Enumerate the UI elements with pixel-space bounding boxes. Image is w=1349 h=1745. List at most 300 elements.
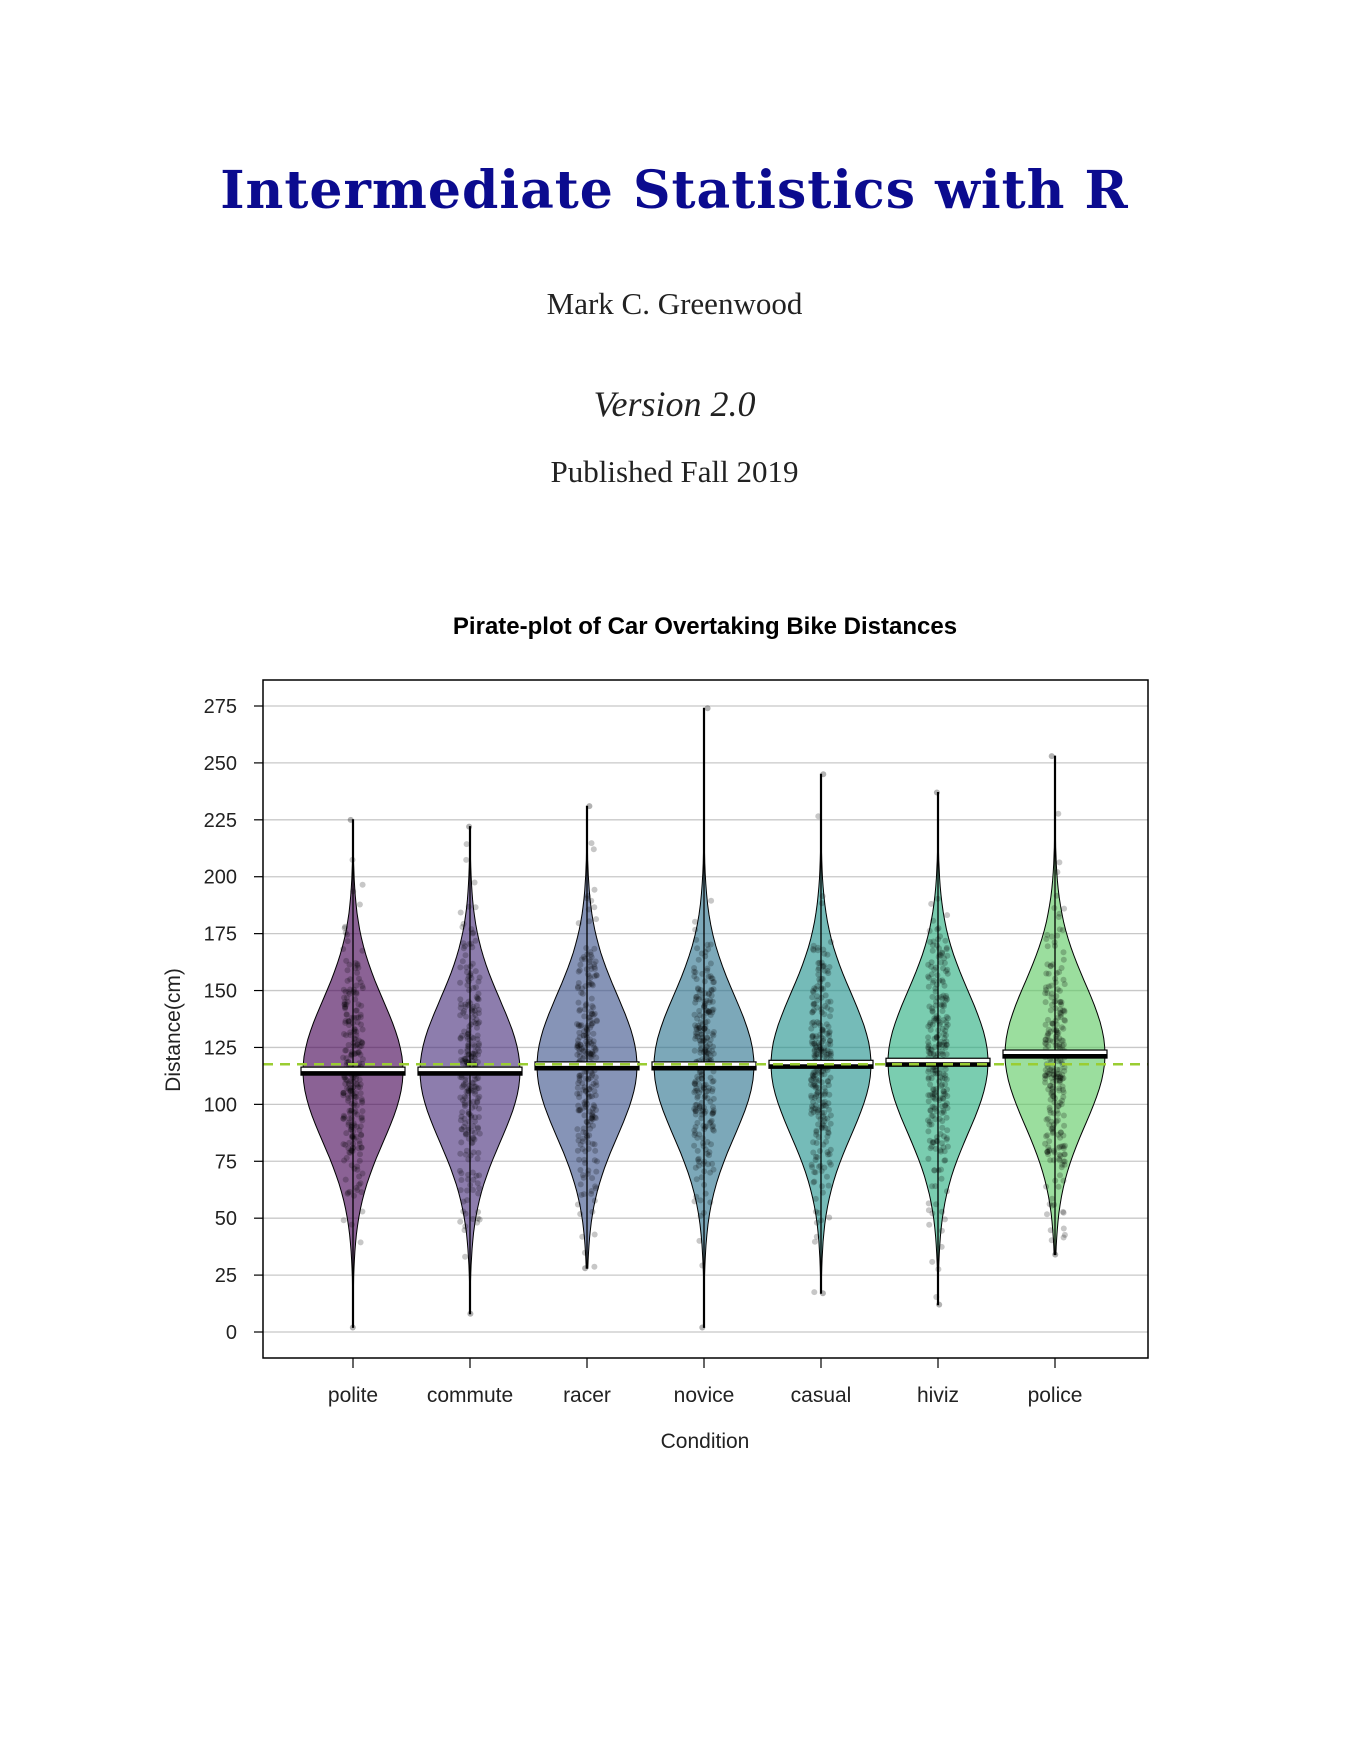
- data-point: [463, 952, 469, 958]
- y-tick-label: 150: [203, 980, 237, 1003]
- data-point: [587, 975, 593, 981]
- data-point: [931, 1167, 937, 1173]
- data-point: [694, 1031, 700, 1037]
- data-point: [818, 1217, 824, 1223]
- data-point: [356, 1174, 362, 1180]
- data-point: [1062, 1162, 1068, 1168]
- data-point: [576, 920, 582, 926]
- data-point: [1052, 943, 1058, 949]
- data-point: [457, 980, 463, 986]
- data-point: [475, 1156, 481, 1162]
- data-point: [590, 982, 596, 988]
- data-point: [702, 990, 708, 996]
- data-point: [929, 1259, 935, 1265]
- data-point: [591, 1081, 597, 1087]
- data-point: [589, 1011, 595, 1017]
- data-point: [352, 1050, 358, 1056]
- data-point: [706, 974, 712, 980]
- data-point: [1043, 999, 1049, 1005]
- data-point: [694, 1095, 700, 1101]
- data-point: [460, 958, 466, 964]
- data-point: [828, 1053, 834, 1059]
- data-point: [464, 1188, 470, 1194]
- data-point: [591, 946, 597, 952]
- data-point: [694, 1176, 700, 1182]
- data-point: [358, 1123, 364, 1129]
- data-point: [593, 1169, 599, 1175]
- data-point: [1060, 1084, 1066, 1090]
- data-point: [1045, 1151, 1051, 1157]
- data-point: [462, 1116, 468, 1122]
- data-point: [932, 1036, 938, 1042]
- data-point: [458, 910, 464, 916]
- data-point: [357, 1151, 363, 1157]
- data-point: [704, 968, 710, 974]
- data-point: [358, 1052, 364, 1058]
- x-tick-label: polite: [327, 1384, 379, 1407]
- data-point: [344, 995, 350, 1001]
- data-point: [941, 1031, 947, 1037]
- data-point: [350, 888, 356, 894]
- data-point: [925, 1023, 931, 1029]
- data-point: [343, 1055, 349, 1061]
- data-point: [352, 997, 358, 1003]
- data-point: [928, 901, 934, 907]
- data-point: [1049, 1237, 1055, 1243]
- data-point: [828, 1147, 834, 1153]
- data-point: [592, 1141, 598, 1147]
- data-point: [1057, 1172, 1063, 1178]
- data-point: [820, 1142, 826, 1148]
- data-point: [462, 1223, 468, 1229]
- data-point: [1047, 1067, 1053, 1073]
- data-point: [1052, 1252, 1058, 1258]
- book-title: Intermediate Statistics with R: [220, 160, 1129, 221]
- data-point: [341, 1217, 347, 1223]
- data-point: [812, 1239, 818, 1245]
- data-point: [1056, 1184, 1062, 1190]
- data-point: [577, 1078, 583, 1084]
- data-point: [462, 1002, 468, 1008]
- data-point: [943, 968, 949, 974]
- x-tick-label: police: [1027, 1384, 1083, 1407]
- data-point: [824, 1134, 830, 1140]
- data-point: [589, 1188, 595, 1194]
- data-point: [467, 1311, 473, 1317]
- data-point: [351, 1093, 357, 1099]
- data-point: [926, 1098, 932, 1104]
- data-point: [360, 882, 366, 888]
- data-point: [586, 803, 592, 809]
- data-point: [581, 1175, 587, 1181]
- data-point: [348, 817, 354, 823]
- data-point: [1055, 1117, 1061, 1123]
- data-point: [701, 1168, 707, 1174]
- data-point: [577, 962, 583, 968]
- data-point: [581, 1191, 587, 1197]
- data-point: [826, 1183, 832, 1189]
- data-point: [932, 1183, 938, 1189]
- data-point: [583, 1003, 589, 1009]
- data-point: [460, 1097, 466, 1103]
- data-point: [813, 1157, 819, 1163]
- data-point: [934, 972, 940, 978]
- data-point: [579, 1234, 585, 1240]
- data-point: [594, 1017, 600, 1023]
- data-point: [706, 1009, 712, 1015]
- data-point: [1062, 981, 1068, 987]
- y-tick-label: 100: [203, 1094, 237, 1117]
- data-point: [817, 1032, 823, 1038]
- data-point: [589, 1209, 595, 1215]
- data-point: [820, 1290, 826, 1296]
- data-point: [458, 1177, 464, 1183]
- data-point: [351, 989, 357, 995]
- data-point: [1056, 1156, 1062, 1162]
- data-point: [581, 1112, 587, 1118]
- data-point: [810, 1150, 816, 1156]
- data-point: [358, 1090, 364, 1096]
- data-point: [815, 947, 821, 953]
- data-point: [820, 893, 826, 899]
- data-point: [811, 1289, 817, 1295]
- data-point: [582, 1250, 588, 1256]
- data-point: [350, 857, 356, 863]
- data-point: [1058, 1002, 1064, 1008]
- data-point: [353, 960, 359, 966]
- data-point: [466, 824, 472, 830]
- data-point: [925, 1034, 931, 1040]
- data-point: [578, 1181, 584, 1187]
- x-tick-label: hiviz: [916, 1384, 960, 1407]
- data-point: [1045, 1017, 1051, 1023]
- data-point: [696, 957, 702, 963]
- data-point: [473, 904, 479, 910]
- data-point: [1044, 1211, 1050, 1217]
- data-point: [476, 1172, 482, 1178]
- data-point: [590, 1031, 596, 1037]
- data-point: [705, 1088, 711, 1094]
- data-point: [815, 1121, 821, 1127]
- data-point: [358, 1239, 364, 1245]
- data-point: [576, 1000, 582, 1006]
- data-point: [818, 1069, 824, 1075]
- data-point: [1059, 1072, 1065, 1078]
- data-point: [929, 959, 935, 965]
- data-point: [698, 1038, 704, 1044]
- data-point: [1045, 990, 1051, 996]
- data-point: [934, 1108, 940, 1114]
- data-point: [814, 1019, 820, 1025]
- data-point: [589, 1049, 595, 1055]
- data-point: [815, 813, 821, 819]
- data-point: [359, 1209, 365, 1215]
- data-point: [1048, 1007, 1054, 1013]
- data-point: [826, 1024, 832, 1030]
- data-point: [927, 928, 933, 934]
- data-point: [351, 1166, 357, 1172]
- data-point: [936, 1041, 942, 1047]
- data-point: [707, 1170, 713, 1176]
- data-point: [942, 938, 948, 944]
- data-point: [819, 1009, 825, 1015]
- data-point: [466, 1111, 472, 1117]
- data-point: [943, 1042, 949, 1048]
- data-point: [575, 985, 581, 991]
- data-point: [589, 996, 595, 1002]
- data-point: [588, 898, 594, 904]
- data-point: [816, 1164, 822, 1170]
- data-point: [710, 1111, 716, 1117]
- data-point: [1057, 988, 1063, 994]
- data-point: [585, 1168, 591, 1174]
- data-point: [1049, 1086, 1055, 1092]
- data-point: [942, 983, 948, 989]
- data-point: [342, 924, 348, 930]
- data-point: [592, 887, 598, 893]
- data-point: [821, 1165, 827, 1171]
- x-axis: [328, 1358, 1083, 1407]
- data-point: [458, 1139, 464, 1145]
- data-point: [457, 1219, 463, 1225]
- data-point: [581, 1013, 587, 1019]
- data-point: [1043, 1184, 1049, 1190]
- data-point: [353, 1081, 359, 1087]
- data-point: [582, 1160, 588, 1166]
- data-point: [462, 1077, 468, 1083]
- data-point: [591, 1264, 597, 1270]
- data-point: [576, 1138, 582, 1144]
- data-point: [1056, 911, 1062, 917]
- data-point: [700, 1161, 706, 1167]
- data-point: [1056, 1043, 1062, 1049]
- data-point: [692, 1081, 698, 1087]
- data-point: [475, 1095, 481, 1101]
- data-point: [341, 1141, 347, 1147]
- data-point: [814, 997, 820, 1003]
- y-tick-label: 175: [203, 923, 237, 946]
- data-point: [944, 946, 950, 952]
- data-point: [457, 1151, 463, 1157]
- y-tick-label: 50: [214, 1208, 237, 1231]
- data-point: [809, 1041, 815, 1047]
- data-point: [929, 1091, 935, 1097]
- data-point: [586, 918, 592, 924]
- data-point: [1061, 957, 1067, 963]
- data-point: [934, 943, 940, 949]
- author-name: Mark C. Greenwood: [546, 286, 803, 321]
- data-point: [828, 939, 834, 945]
- x-tick-label: casual: [790, 1384, 852, 1407]
- data-point: [711, 1051, 717, 1057]
- data-point: [590, 1116, 596, 1122]
- x-tick-label: commute: [426, 1384, 514, 1407]
- data-point: [705, 705, 711, 711]
- data-point: [476, 1114, 482, 1120]
- data-point: [1052, 1178, 1058, 1184]
- data-point: [353, 1008, 359, 1014]
- data-point: [582, 956, 588, 962]
- data-point: [941, 955, 947, 961]
- data-point: [933, 965, 939, 971]
- data-point: [468, 1153, 474, 1159]
- data-point: [937, 933, 943, 939]
- data-point: [578, 1072, 584, 1078]
- data-point: [939, 1209, 945, 1215]
- data-point: [1056, 1103, 1062, 1109]
- data-point: [933, 1201, 939, 1207]
- data-point: [475, 1021, 481, 1027]
- data-point: [464, 1197, 470, 1203]
- data-point: [577, 1167, 583, 1173]
- data-point: [693, 1165, 699, 1171]
- data-point: [930, 948, 936, 954]
- data-point: [346, 1042, 352, 1048]
- chart-title: Pirate-plot of Car Overtaking Bike Distances: [452, 613, 958, 640]
- data-point: [693, 937, 699, 943]
- data-point: [583, 1039, 589, 1045]
- data-point: [940, 1052, 946, 1058]
- data-point: [708, 1075, 714, 1081]
- data-point: [697, 1012, 703, 1018]
- data-point: [589, 1175, 595, 1181]
- data-point: [1060, 1094, 1066, 1100]
- data-point: [808, 1026, 814, 1032]
- data-point: [808, 1111, 814, 1117]
- data-point: [939, 1110, 945, 1116]
- data-point: [927, 1119, 933, 1125]
- data-point: [583, 1025, 589, 1031]
- data-point: [475, 1033, 481, 1039]
- data-point: [692, 927, 698, 933]
- data-point: [939, 1228, 945, 1234]
- data-point: [925, 974, 931, 980]
- data-point: [464, 1089, 470, 1095]
- data-point: [811, 1052, 817, 1058]
- data-point: [576, 969, 582, 975]
- data-point: [711, 1096, 717, 1102]
- data-point: [1054, 893, 1060, 899]
- data-point: [1061, 906, 1067, 912]
- data-point: [463, 1014, 469, 1020]
- data-point: [926, 1076, 932, 1082]
- data-point: [466, 904, 472, 910]
- data-point: [465, 976, 471, 982]
- data-point: [350, 1324, 356, 1330]
- data-point: [350, 1133, 356, 1139]
- data-point: [934, 1015, 940, 1021]
- data-point: [942, 1081, 948, 1087]
- y-tick-label: 275: [203, 696, 237, 718]
- data-point: [472, 1056, 478, 1062]
- data-point: [1061, 1178, 1067, 1184]
- data-point: [477, 975, 483, 981]
- data-point: [1046, 971, 1052, 977]
- data-point: [809, 1162, 815, 1168]
- data-point: [934, 926, 940, 932]
- data-point: [459, 1084, 465, 1090]
- data-point: [576, 1157, 582, 1163]
- data-point: [1061, 1210, 1067, 1216]
- data-point: [574, 1091, 580, 1097]
- data-point: [1062, 1232, 1068, 1238]
- data-point: [475, 1209, 481, 1215]
- data-point: [1048, 1110, 1054, 1116]
- data-point: [931, 978, 937, 984]
- data-point: [826, 1033, 832, 1039]
- data-point: [809, 994, 815, 1000]
- data-point: [458, 1049, 464, 1055]
- data-point: [358, 1014, 364, 1020]
- data-point: [463, 964, 469, 970]
- data-point: [588, 966, 594, 972]
- data-point: [1052, 1149, 1058, 1155]
- data-point: [349, 1115, 355, 1121]
- data-point: [942, 1216, 948, 1222]
- data-point: [944, 912, 950, 918]
- data-point: [466, 1052, 472, 1058]
- data-point: [472, 880, 478, 886]
- data-point: [593, 972, 599, 978]
- pirate-plot-chart: [0, 580, 1349, 1480]
- data-point: [477, 1217, 483, 1223]
- data-point: [692, 919, 698, 925]
- data-point: [1053, 979, 1059, 985]
- data-point: [711, 1029, 717, 1035]
- data-point: [934, 790, 940, 796]
- data-point: [470, 1177, 476, 1183]
- data-point: [589, 1003, 595, 1009]
- data-point: [704, 998, 710, 1004]
- data-point: [1047, 1157, 1053, 1163]
- data-point: [694, 1120, 700, 1126]
- y-tick-label: 0: [225, 1322, 237, 1344]
- data-point: [1045, 943, 1051, 949]
- data-point: [694, 976, 700, 982]
- data-point: [811, 1179, 817, 1185]
- data-point: [930, 1140, 936, 1146]
- data-point: [592, 1148, 598, 1154]
- data-point: [826, 1082, 832, 1088]
- data-point: [936, 1302, 942, 1308]
- data-point: [459, 1033, 465, 1039]
- data-point: [940, 1008, 946, 1014]
- data-point: [930, 918, 936, 924]
- data-point: [465, 1172, 471, 1178]
- data-point: [925, 1156, 931, 1162]
- data-point: [347, 962, 353, 968]
- data-point: [827, 964, 833, 970]
- data-point: [341, 1114, 347, 1120]
- data-point: [1043, 1133, 1049, 1139]
- data-point: [816, 1210, 822, 1216]
- data-point: [820, 1113, 826, 1119]
- data-point: [703, 1191, 709, 1197]
- x-tick-label: racer: [563, 1384, 611, 1407]
- data-point: [691, 1106, 697, 1112]
- data-point: [343, 1047, 349, 1053]
- data-point: [352, 1027, 358, 1033]
- data-point: [350, 1148, 356, 1154]
- data-point: [705, 1028, 711, 1034]
- data-point: [700, 1135, 706, 1141]
- data-point: [813, 1196, 819, 1202]
- data-point: [472, 1043, 478, 1049]
- data-point: [808, 1093, 814, 1099]
- data-point: [343, 930, 349, 936]
- data-point: [697, 1103, 703, 1109]
- data-point: [347, 1108, 353, 1114]
